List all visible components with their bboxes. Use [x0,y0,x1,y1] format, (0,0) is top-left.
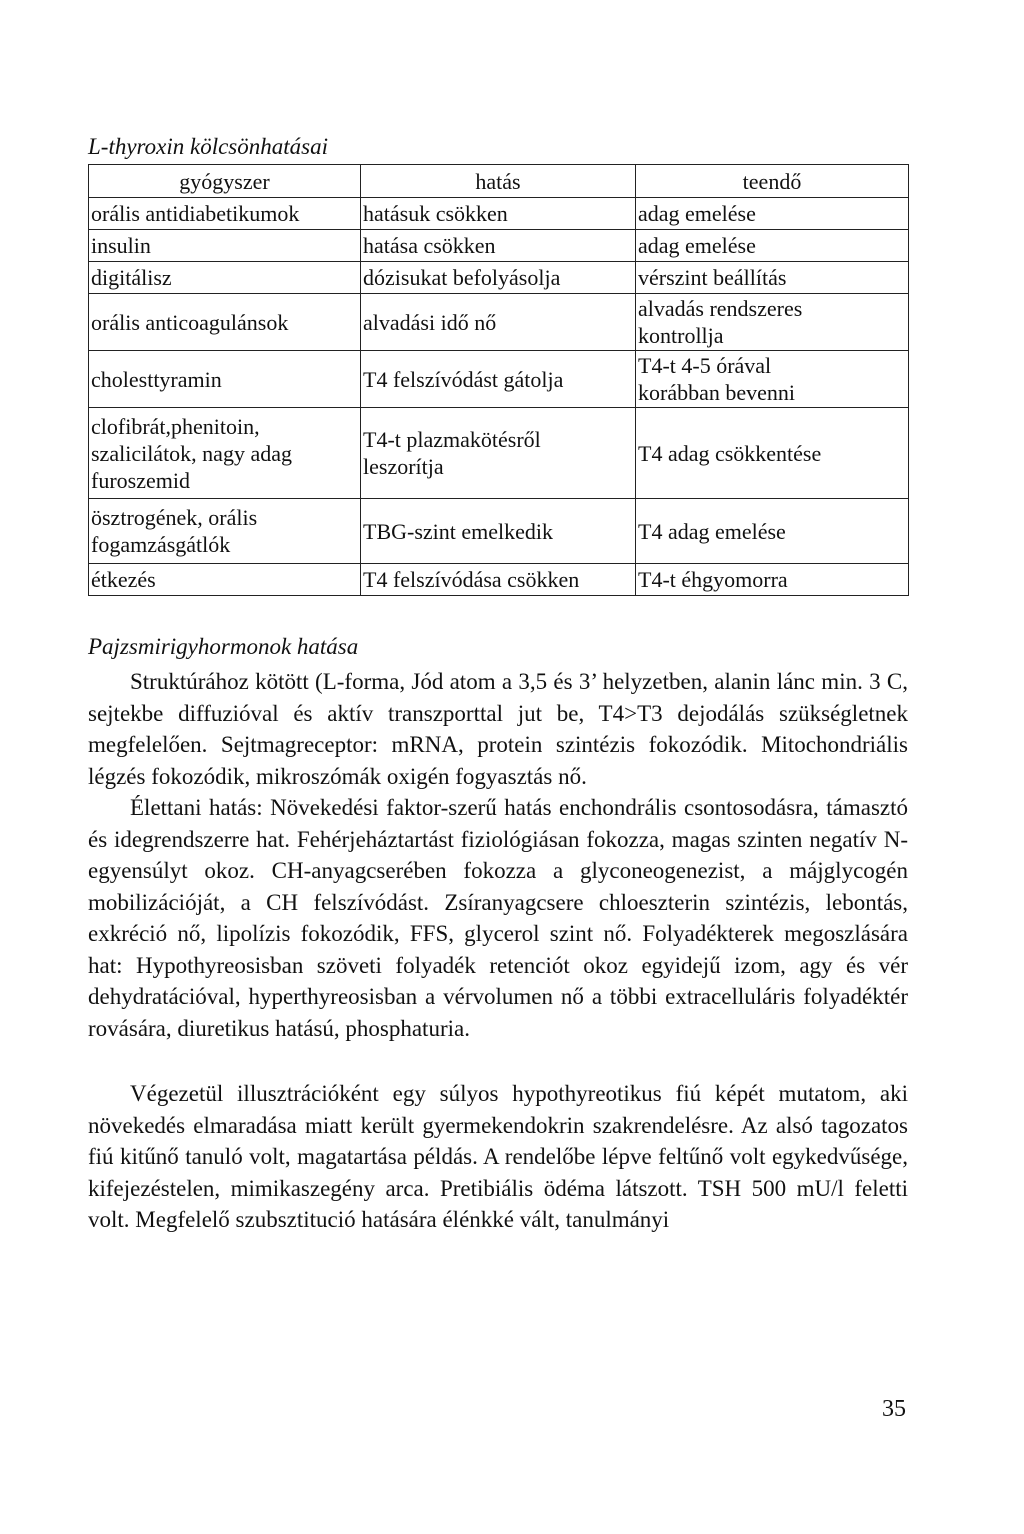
cell-drug [89,230,361,262]
table-row [89,230,909,262]
table-row [89,262,909,294]
cell-drug [89,564,361,596]
cell-drug [89,294,361,351]
cell-effect [361,564,636,596]
cell-action [636,564,909,596]
cell-action [636,408,909,499]
paragraph-case: Végezetül illusztrációként egy súlyos hypothyreotikus fiú képét mutatom, aki növekedés elmaradása miatt került gyermekendokrin szakrendelésre. Az alsó tagozatos fiú kitűnő tanuló volt, magatartása példás. A rendelőbe lépve feltűnő volt egykedvűsége, kifejezéstelen, mimikaszegény arca. Pretibiális ödéma látszott. TSH 500 mU/l feletti volt. Megfelelő szubsztitució hatására élénkké vált, tanulmányi [88,1081,908,1232]
cell-line: ösztrogének, orális [91,505,258,530]
paragraph-physiology: Élettani hatás: Növekedési faktor-szerű hatás enchondrális csontosodásra, támasztó és idegrendszerre hat. Fehérjeháztartást fiziológiásan fokozza, magas szinten negatív N-egyensúlyt okoz. CH-anyagcserében fokozza a glyconeogenezist, a májglycogén mobilizációját, a CH felszívódást. Zsíranyagcsere chloeszterin szintézis, lebontás, exkréció nő, lipolízis fokozódik, FFS, glycerol szint nő. Folyadékterek megoszlására hat: Hypothyreosisban szöveti folyadék retenciót okoz egyidejű izom, agy és vér dehydratációval, hyperthyreosisban a vérvolumen nő a többi extracelluláris folyadéktér rovására, diuretikus hatású, phosphaturia. [88,795,908,1041]
cell-line: T4 adag csökkentése [638,440,822,466]
table-body [89,198,909,596]
cell-line: orális anticoagulánsok [91,309,289,335]
cell-effect [361,262,636,294]
table-row [89,351,909,408]
table-row [89,564,909,596]
cell-action [636,262,909,294]
table-row [89,499,909,564]
cell-line: kontrollja [638,323,724,348]
cell-action [636,351,909,408]
cell-line: T4 felszívódása csökken [363,567,580,592]
cell-line: insulin [91,233,151,258]
table-row [89,408,909,499]
cell-line: clofibrát,phenitoin, [91,413,260,439]
cell-line: T4 felszívódást gátolja [363,366,564,392]
table-caption: L-thyroxin kölcsönhatásai [88,134,328,159]
cell-line: hatásuk csökken [363,201,508,226]
cell-effect [361,351,636,408]
cell-line: T4 adag emelése [638,518,786,544]
cell-line: vérszint beállítás [638,265,787,290]
cell-drug [89,198,361,230]
cell-line: TBG-szint emelkedik [363,518,554,544]
cell-line: T4-t éhgyomorra [638,567,788,592]
cell-line: alvadás rendszeres [638,296,803,321]
page-content [88,132,908,1236]
cell-line: korábban bevenni [638,380,795,405]
cell-line: T4-t plazmakötésről [363,427,541,452]
cell-line: adag emelése [638,201,756,226]
cell-effect [361,499,636,564]
cell-line: T4-t 4-5 órával [638,353,772,378]
page-number: 35 [882,1396,906,1422]
cell-line: cholesttyramin [91,366,222,392]
cell-drug [89,408,361,499]
cell-drug [89,499,361,564]
cell-effect [361,408,636,499]
section-title: Pajzsmirigyhormonok hatása [88,634,359,659]
cell-line: szalicilátok, nagy adag [91,440,292,466]
cell-line: fogamzásgátlók [91,532,231,557]
cell-effect [361,230,636,262]
interaction-table [88,164,909,596]
cell-effect [361,198,636,230]
table-header-row [89,165,909,198]
paragraph-structure: Struktúrához kötött (L-forma, Jód atom a 3,5 és 3’ helyzetben, alanin lánc min. 3 C, sejtekbe diffuzióval és aktív transzporttal jut be, T4>T3 dejodálás szükségletnek megfelelően. Sejtmagreceptor: mRNA, protein szintézis fokozódik. Mitochondriális légzés fokozódik, mikroszómák oxigén fogyasztás nő. [88,669,908,789]
table-row [89,198,909,230]
cell-line: dózisukat befolyásolja [363,265,561,290]
cell-line: étkezés [91,567,156,592]
cell-line: adag emelése [638,233,756,258]
table-row [89,294,909,351]
header-effect: hatás [361,165,636,198]
cell-action [636,499,909,564]
cell-action [636,294,909,351]
cell-line: hatása csökken [363,233,496,258]
cell-action [636,230,909,262]
cell-line: leszorítja [363,454,444,479]
cell-drug [89,262,361,294]
cell-effect [361,294,636,351]
cell-line: digitálisz [91,265,172,290]
cell-action [636,198,909,230]
header-drug: gyógyszer [89,165,361,198]
cell-line: alvadási idő nő [363,309,497,335]
header-action: teendő [636,165,909,198]
cell-drug [89,351,361,408]
cell-line: orális antidiabetikumok [91,201,300,226]
cell-line: furoszemid [91,467,190,493]
